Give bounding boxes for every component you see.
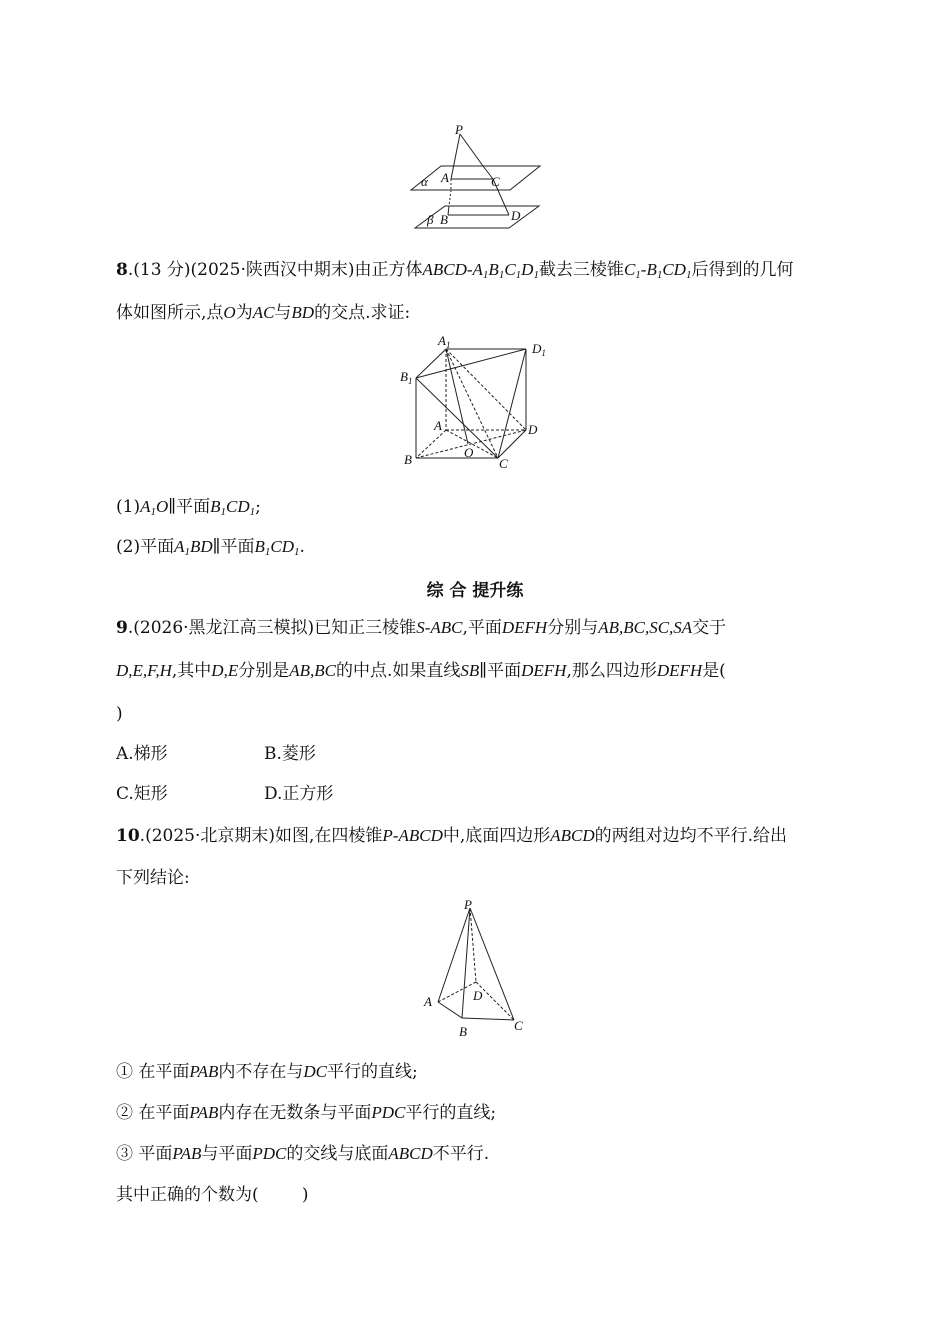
q8-text2: 截去三棱锥: [538, 260, 624, 280]
q8-cube: ABCD-$A_1B_1C_1D_1$: [422, 260, 539, 281]
label-D: D: [528, 422, 538, 437]
q8-A1BD: $A_1BD$: [174, 537, 213, 558]
q10-s2b: 内存在无数条与平面: [218, 1103, 372, 1123]
q9-plane-3: DEFH: [656, 661, 703, 680]
q9-meta: .(2026·黑龙江高三模拟): [127, 618, 315, 638]
q10-s1c: 平行的直线;: [327, 1062, 418, 1082]
q9-l1d: 交于: [692, 618, 727, 638]
q10-s3-PDC: PDC: [252, 1144, 287, 1163]
q8-l2a: 体如图所示,点: [116, 303, 224, 323]
label-P: P: [455, 122, 463, 137]
q10-s2-PDC: PDC: [371, 1103, 406, 1122]
q8-text3: 后得到的几何: [691, 260, 794, 280]
label-O: O: [464, 445, 474, 460]
q10-s2a: ② 在平面: [116, 1103, 190, 1123]
q10-base: ABCD: [550, 826, 595, 845]
q9-l2b: 分别是: [238, 661, 290, 681]
q8-B1CD1-b: $B_1CD_1$: [254, 537, 300, 558]
q9-pyr: S-ABC: [416, 618, 463, 637]
q10-s1-PAB: PAB: [189, 1062, 219, 1081]
label-B: B: [459, 1024, 467, 1039]
q10-l1a: 如图,在四棱锥: [275, 826, 383, 846]
q9-option-d: D.正方形: [264, 784, 334, 804]
q9-l2a: ,其中: [171, 661, 212, 681]
plane-alpha: [411, 166, 540, 190]
q8-p1-end: ;: [255, 497, 261, 517]
label-D: D: [511, 208, 521, 223]
q8-p1-prefix: (1): [116, 497, 141, 517]
label-D1: $D_1$: [532, 341, 546, 358]
q9-option-c: C.矩形: [116, 784, 168, 804]
label-P: P: [464, 897, 472, 912]
q8-B1CD1-a: $B_1CD_1$: [210, 497, 256, 518]
q10-meta: .(2025·北京期末): [139, 826, 276, 846]
q9-l2d: ∥平面: [479, 661, 522, 681]
label-C: C: [514, 1018, 523, 1033]
q10-s3c: 的交线与底面: [286, 1144, 389, 1164]
q9-plane-2: DEFH: [521, 661, 567, 680]
figure-planes: [405, 122, 545, 232]
label-B: B: [404, 452, 412, 467]
q9-l1b: ,平面: [462, 618, 502, 638]
plane-beta: [415, 206, 539, 228]
q8-text1: 由正方体: [354, 260, 423, 280]
q8-AC: AC: [252, 303, 275, 322]
figure-cube: [398, 334, 558, 474]
q10-s3b: 与平面: [201, 1144, 253, 1164]
q9-ab: AB,BC: [289, 661, 336, 680]
q8-BD: BD: [291, 303, 315, 322]
q8-l2b: 为: [235, 303, 253, 323]
q8-p1-mid: ∥平面: [168, 497, 211, 517]
q9-option-a: A.梯形: [116, 744, 168, 764]
label-A: A: [441, 170, 449, 185]
q10-line1: [116, 824, 787, 848]
q8-l2c: 与: [274, 303, 292, 323]
q10-statement-2: [116, 1101, 496, 1125]
figure-pyramid: [418, 896, 538, 1046]
q8-O: O: [223, 303, 236, 322]
q9-number: 9: [116, 618, 128, 638]
label-A: A: [434, 418, 442, 433]
q10-s3-ABCD: ABCD: [388, 1144, 433, 1163]
label-C: C: [491, 174, 500, 189]
label-alpha: α: [421, 174, 428, 189]
q10-l1b: 中,底面四边形: [442, 826, 551, 846]
q10-s1-DC: DC: [303, 1062, 327, 1081]
q10-statement-3: [116, 1142, 489, 1166]
q9-pts: D,E,F,H: [116, 661, 172, 680]
q8-p2-prefix: (2)平面: [116, 537, 175, 557]
label-C: C: [499, 456, 508, 471]
q10-s3-PAB: PAB: [172, 1144, 202, 1163]
label-A: A: [424, 994, 432, 1009]
q9-de: D,E: [211, 661, 239, 680]
label-D: D: [473, 988, 483, 1003]
q9-plane: DEFH: [501, 618, 548, 637]
q10-statement-1: [116, 1060, 418, 1084]
label-A1: $A_1$: [438, 334, 451, 350]
q10-s1a: ① 在平面: [116, 1062, 190, 1082]
q8-A1O: $A_1O$: [140, 497, 169, 518]
q8-p2-end: .: [299, 537, 305, 557]
q8-part1: [116, 495, 261, 519]
q9-l1: 已知正三棱锥: [314, 618, 417, 638]
q9-l2f: 是(: [702, 661, 726, 681]
q8-line1: [116, 258, 793, 282]
q10-number: 10: [116, 826, 140, 846]
q10-s2c: 平行的直线;: [405, 1103, 497, 1123]
q9-line3: ): [116, 704, 123, 724]
label-B1: $B_1$: [400, 369, 413, 386]
q8-part2: [116, 535, 305, 559]
label-B: B: [440, 212, 448, 227]
q10-s1b: 内不存在与: [218, 1062, 304, 1082]
q8-l2d: 的交点.求证:: [314, 303, 411, 323]
q10-s3d: 不平行.: [432, 1144, 490, 1164]
q10-pyr: P-ABCD: [382, 826, 443, 845]
q10-l1c: 的两组对边均不平行.给出: [594, 826, 788, 846]
q9-l1c: 分别与: [547, 618, 599, 638]
q8-number: 8: [116, 260, 128, 280]
q8-p2-mid: ∥平面: [212, 537, 255, 557]
q9-l2e: ,那么四边形: [566, 661, 657, 681]
q10-s2-PAB: PAB: [189, 1103, 219, 1122]
q10-s3a: ③ 平面: [116, 1144, 173, 1164]
label-beta: β: [427, 212, 434, 227]
q9-l2c: 的中点.如果直线: [335, 661, 461, 681]
q9-sb: SB: [460, 661, 480, 680]
q10-question: 其中正确的个数为( ): [116, 1185, 309, 1205]
q10-line2: 下列结论:: [116, 868, 190, 888]
q9-line1: [116, 616, 726, 640]
q9-edges: AB,BC,SC,SA: [598, 618, 693, 637]
q9-option-b: B.菱形: [264, 744, 316, 764]
q8-pyramid: $C_1-B_1CD_1$: [623, 260, 692, 281]
q8-line2: [116, 301, 410, 325]
q8-meta: .(13 分)(2025·陕西汉中期末): [127, 260, 355, 280]
q9-line2: [116, 659, 726, 683]
section-heading: 综 合 提升练: [426, 581, 524, 601]
